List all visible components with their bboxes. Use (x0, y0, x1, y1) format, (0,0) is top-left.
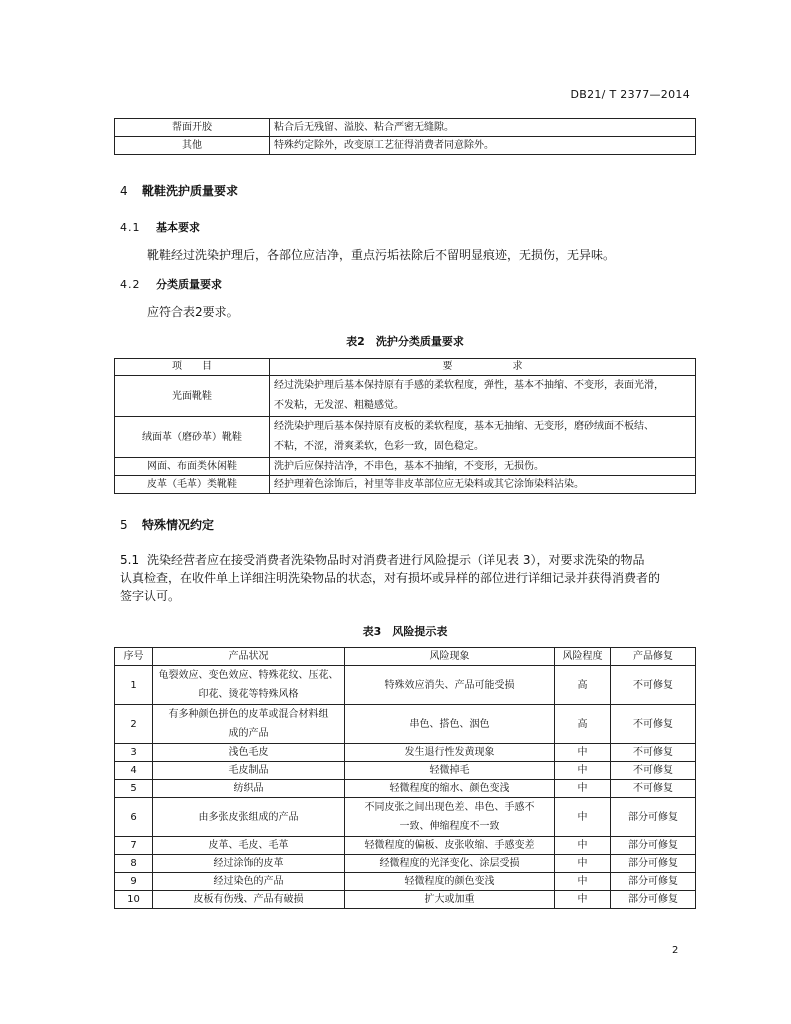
section-4-heading (120, 182, 238, 199)
table-cell: 不可修复 (611, 744, 696, 762)
subsection-title: 分类质量要求 (156, 278, 222, 291)
table-row (115, 798, 696, 837)
section-number: 4 (120, 184, 128, 198)
table-cell: 浅色毛皮 (153, 744, 345, 762)
table-cell (153, 666, 345, 705)
table-2 (114, 358, 696, 494)
table-cell: 中 (555, 762, 611, 780)
subsection-number: 4.1 (120, 221, 141, 234)
table-cell (270, 417, 696, 458)
column-header: 风险程度 (555, 648, 611, 666)
table-cell (153, 705, 345, 744)
table-cell: 皮革（毛革）类靴鞋 (115, 476, 270, 494)
column-header: 项 目 (115, 359, 270, 376)
cell-line: 不同皮张之间出现色差、串色、手感不 (364, 802, 535, 813)
table-cell: 经微程度的光泽变化、涂层受损 (345, 855, 555, 873)
table-cell: 高 (555, 666, 611, 705)
table-cell: 洗护后应保持洁净，不串色，基本不抽缩，不变形，无损伤。 (270, 458, 696, 476)
table-cell: 不可修复 (611, 666, 696, 705)
section-title: 靴鞋洗护质量要求 (142, 184, 239, 198)
table-cell: 10 (115, 891, 153, 909)
table-cell: 发生退行性发黄现象 (345, 744, 555, 762)
table-2-caption: 表2 洗护分类质量要求 (346, 335, 464, 348)
column-header: 风险现象 (345, 648, 555, 666)
table-cell: 特殊效应消失、产品可能受损 (345, 666, 555, 705)
table-cell: 纺织品 (153, 780, 345, 798)
table-row (115, 376, 696, 417)
table-cell: 网面、布面类休闲鞋 (115, 458, 270, 476)
subsection-number: 4.2 (120, 278, 141, 291)
table-cell: 5 (115, 780, 153, 798)
table-3-caption: 表3 风险提示表 (362, 625, 448, 638)
cell-line: 龟裂效应、变色效应、特殊花纹、压花、 (158, 670, 339, 681)
table-cell: 不可修复 (611, 762, 696, 780)
table-cell: 扩大或加重 (345, 891, 555, 909)
subsection-number: 5.1 (120, 553, 140, 567)
cell-line: 不发粘，无发涩、粗糙感觉。 (274, 400, 404, 411)
table-row (115, 891, 696, 909)
table-cell: 7 (115, 837, 153, 855)
table-row (115, 476, 696, 494)
table-cell: 中 (555, 837, 611, 855)
table-cell: 9 (115, 873, 153, 891)
section-title: 特殊情况约定 (142, 518, 215, 532)
table-cell: 部分可修复 (611, 891, 696, 909)
table-cell: 不可修复 (611, 780, 696, 798)
cell-line: 成的产品 (228, 728, 269, 739)
table-cell: 皮板有伤残、产品有破损 (153, 891, 345, 909)
table-row (115, 855, 696, 873)
table-cell: 帮面开胶 (115, 119, 270, 137)
column-header: 产品状况 (153, 648, 345, 666)
document-code: DB21/ T 2377—2014 (570, 88, 690, 101)
column-header: 要 求 (270, 359, 696, 376)
top-table (114, 118, 696, 155)
table-cell: 部分可修复 (611, 855, 696, 873)
cell-line: 经洗染护理后基本保持原有皮板的柔软程度，基本无抽缩、无变形，磨砂绒面不板结、 (274, 421, 654, 432)
table-cell: 粘合后无残留、溢胶、粘合严密无缝隙。 (270, 119, 696, 137)
subsection-4-2-heading (120, 276, 222, 292)
cell-line: 不粘，不涩，滑爽柔软，色彩一致，固色稳定。 (274, 441, 484, 452)
cell-line: 一致、伸缩程度不一致 (399, 821, 500, 832)
table-cell: 1 (115, 666, 153, 705)
table-cell: 毛皮制品 (153, 762, 345, 780)
table-cell: 部分可修复 (611, 798, 696, 837)
paragraph-line: 认真检查，在收件单上详细注明洗染物品的状态，对有损坏或异样的部位进行详细记录并获得消费者的 (120, 571, 661, 585)
table-cell: 中 (555, 891, 611, 909)
table-cell: 2 (115, 705, 153, 744)
table-row (115, 137, 696, 155)
subsection-4-1-text: 靴鞋经过洗染护理后，各部位应洁净，重点污垢祛除后不留明显痕迹，无损伤，无异味。 (147, 248, 616, 262)
table-cell: 8 (115, 855, 153, 873)
table-cell: 轻微掉毛 (345, 762, 555, 780)
table-cell: 串色、搭色、洇色 (345, 705, 555, 744)
cell-line: 印花、烫花等特殊风格 (198, 689, 299, 700)
table-cell: 6 (115, 798, 153, 837)
table-row (115, 666, 696, 705)
table-cell: 部分可修复 (611, 873, 696, 891)
section-5-heading (120, 516, 214, 533)
subsection-5-1-text (120, 551, 700, 605)
table-cell: 轻微程度的偏板、皮张收缩、手感变差 (345, 837, 555, 855)
table-row (115, 837, 696, 855)
table-cell: 不可修复 (611, 705, 696, 744)
table-cell: 高 (555, 705, 611, 744)
table-row (115, 762, 696, 780)
table-cell: 绒面革（磨砂革）靴鞋 (115, 417, 270, 458)
cell-line: 有多种颜色拼色的皮革或混合材料组 (168, 709, 329, 720)
subsection-title: 基本要求 (156, 221, 200, 234)
table-cell: 中 (555, 855, 611, 873)
table-cell: 光面靴鞋 (115, 376, 270, 417)
table-3 (114, 647, 696, 909)
column-header: 产品修复 (611, 648, 696, 666)
table-row (115, 744, 696, 762)
table-row (115, 458, 696, 476)
table-cell: 部分可修复 (611, 837, 696, 855)
subsection-4-1-heading (120, 219, 200, 235)
table-cell: 经过涂饰的皮革 (153, 855, 345, 873)
table-cell: 中 (555, 780, 611, 798)
table-row (115, 417, 696, 458)
page-number: 2 (672, 945, 679, 956)
table-cell: 中 (555, 873, 611, 891)
subsection-4-2-text: 应符合表2要求。 (147, 305, 239, 319)
table-cell: 其他 (115, 137, 270, 155)
table-cell: 经护理着色涂饰后，衬里等非皮革部位应无染料或其它涂饰染料沾染。 (270, 476, 696, 494)
paragraph-line: 签字认可。 (120, 589, 181, 603)
table-row (115, 119, 696, 137)
table-row (115, 780, 696, 798)
paragraph-line (120, 551, 700, 569)
table-cell: 轻微程度的颜色变浅 (345, 873, 555, 891)
table-cell: 中 (555, 744, 611, 762)
table-cell: 3 (115, 744, 153, 762)
paragraph-text: 洗染经营者应在接受消费者洗染物品时对消费者进行风险提示（详见表 3），对要求洗染的物品 (147, 553, 645, 567)
table-cell: 特殊约定除外，改变原工艺征得消费者同意除外。 (270, 137, 696, 155)
table-header-row (115, 648, 696, 666)
table-cell (345, 798, 555, 837)
column-header: 序号 (115, 648, 153, 666)
table-cell: 经过染色的产品 (153, 873, 345, 891)
table-header-row (115, 359, 696, 376)
table-row (115, 873, 696, 891)
table-cell: 皮革、毛皮、毛革 (153, 837, 345, 855)
table-cell (270, 376, 696, 417)
cell-line: 经过洗染护理后基本保持原有手感的柔软程度，弹性，基本不抽缩、不变形，表面光滑， (274, 380, 664, 391)
table-cell: 4 (115, 762, 153, 780)
section-number: 5 (120, 518, 128, 532)
table-cell: 中 (555, 798, 611, 837)
table-cell: 由多张皮张组成的产品 (153, 798, 345, 837)
table-row (115, 705, 696, 744)
table-cell: 轻微程度的缩水、颜色变浅 (345, 780, 555, 798)
